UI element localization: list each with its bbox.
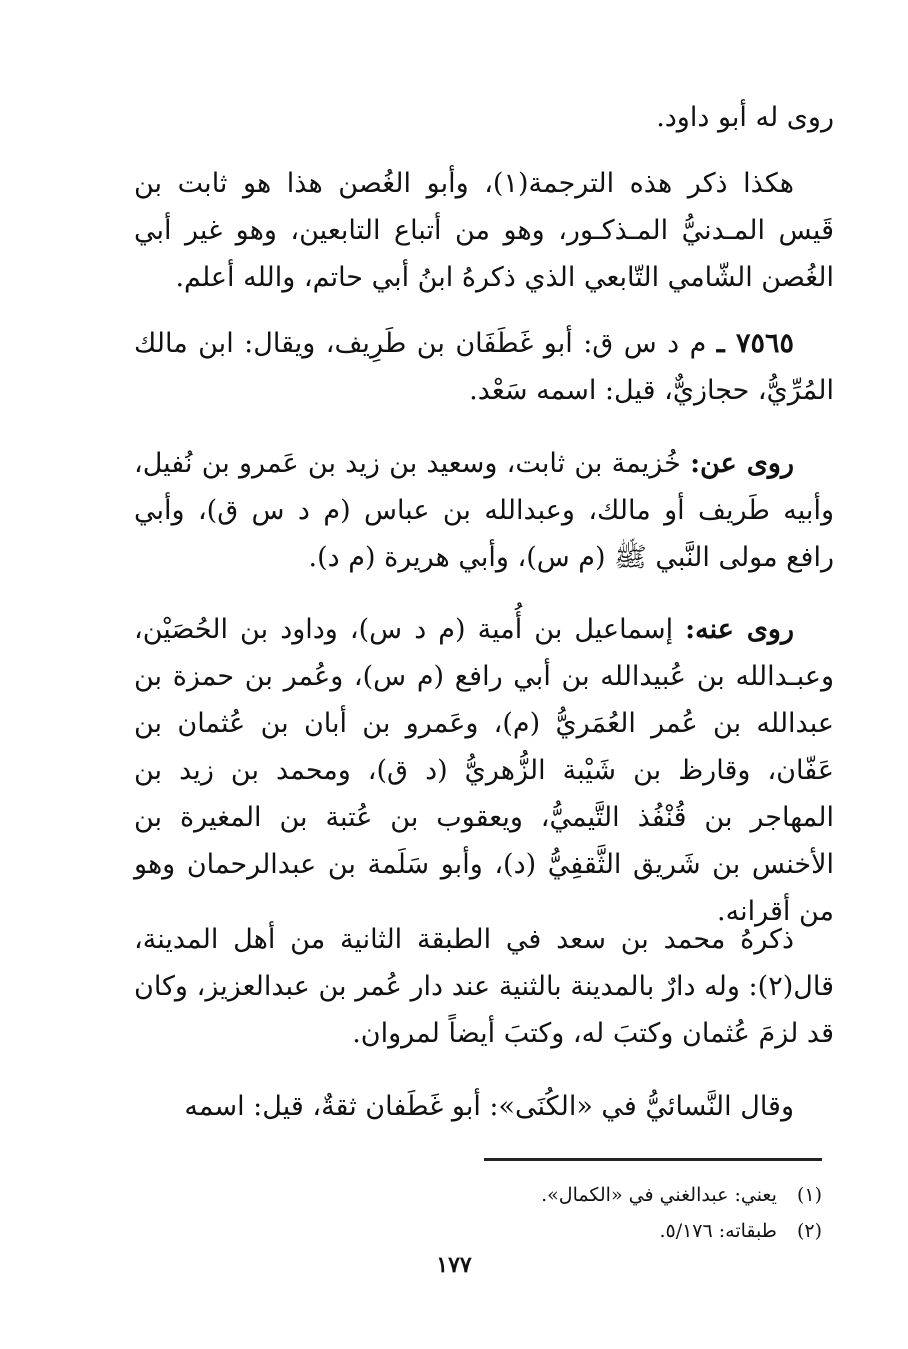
- paragraph-text: روى له أبو داود.: [656, 102, 834, 133]
- section-label: روى عنه:: [685, 614, 794, 645]
- footnote-text: طبقاته: ٥/١٧٦.: [659, 1220, 777, 1242]
- footnote-separator: [484, 1158, 822, 1161]
- paragraph-nasai: [134, 1083, 834, 1130]
- paragraph-text: ذكرهُ محمد بن سعد في الطبقة الثانية من أهل المدينة، قال(٢): وله دارٌ بالمدينة بالثنية عند دار عُمر بن عبدالعزيز، وكان قد لزمَ عُثمان وكتبَ له، وكتبَ أيضاً لمروان.: [134, 924, 834, 1049]
- paragraph-1: [134, 94, 834, 141]
- entry-text: م د س ق: أبو غَطَفَان بن طَرِيف، ويقال: ابن مالك المُرِّيُّ، حجازيٌّ، قيل: اسمه سَعْد.: [134, 328, 834, 406]
- entry-heading-7565: [134, 320, 834, 414]
- page-number: ١٧٧: [436, 1252, 472, 1278]
- section-label: روى عن:: [690, 448, 794, 479]
- footnote-1: [122, 1180, 822, 1210]
- section-text: إسماعيل بن أُمية (م د س)، وداود بن الحُصَيْن، وعبـدالله بن عُبيدالله بن أبي رافع (م س)، وعُمر بن حمزة بن عبدالله بن عُمر العُمَريُّ (م)، وعَمرو بن أبان بن عُثمان بن عَفّان، وقارظ بن شَيْبة الزُّهريُّ (د ق)، ومحمد بن زيد بن المهاجر بن قُنْفُذ التَّيميُّ، ويعقوب بن عُتبة بن المغيرة بن الأخنس بن شَريق الثَّقفِيُّ (د)، وأبو سَلَمة بن عبدالرحمان وهو من أقرانه.: [134, 614, 834, 927]
- narrated-from-section: [134, 440, 834, 581]
- footnote-2: [122, 1216, 822, 1246]
- paragraph-ibn-saad: [134, 916, 834, 1057]
- footnote-number: (٢): [796, 1220, 822, 1242]
- paragraph-text: هكذا ذكر هذه الترجمة(١)، وأبو الغُصن هذا هو ثابت بن قَيس المـدنيُّ المـذكـور، وهو من أتباع التابعين، وهو غير أبي الغُصن الشّامي التّابعي الذي ذكرهُ ابنُ أبي حاتم، والله أعلم.: [134, 168, 834, 293]
- footnote-text: يعني: عبدالغني في «الكمال».: [541, 1184, 777, 1206]
- footnote-number: (١): [796, 1184, 822, 1206]
- narrators-from-him-section: [134, 606, 834, 935]
- section-text: خُزيمة بن ثابت، وسعيد بن زيد بن عَمرو بن نُفيل، وأبيه طَريف أو مالك، وعبدالله بن عباس (م د س ق)، وأبي رافع مولى النَّبي ﷺ (م س)، وأبي هريرة (م د).: [134, 448, 834, 573]
- entry-number: ٧٥٦٥ ـ: [716, 328, 795, 359]
- paragraph-text: وقال النَّسائيُّ في «الكُنَى»: أبو غَطَفان ثقةٌ، قيل: اسمه: [184, 1091, 794, 1122]
- paragraph-2: [134, 160, 834, 301]
